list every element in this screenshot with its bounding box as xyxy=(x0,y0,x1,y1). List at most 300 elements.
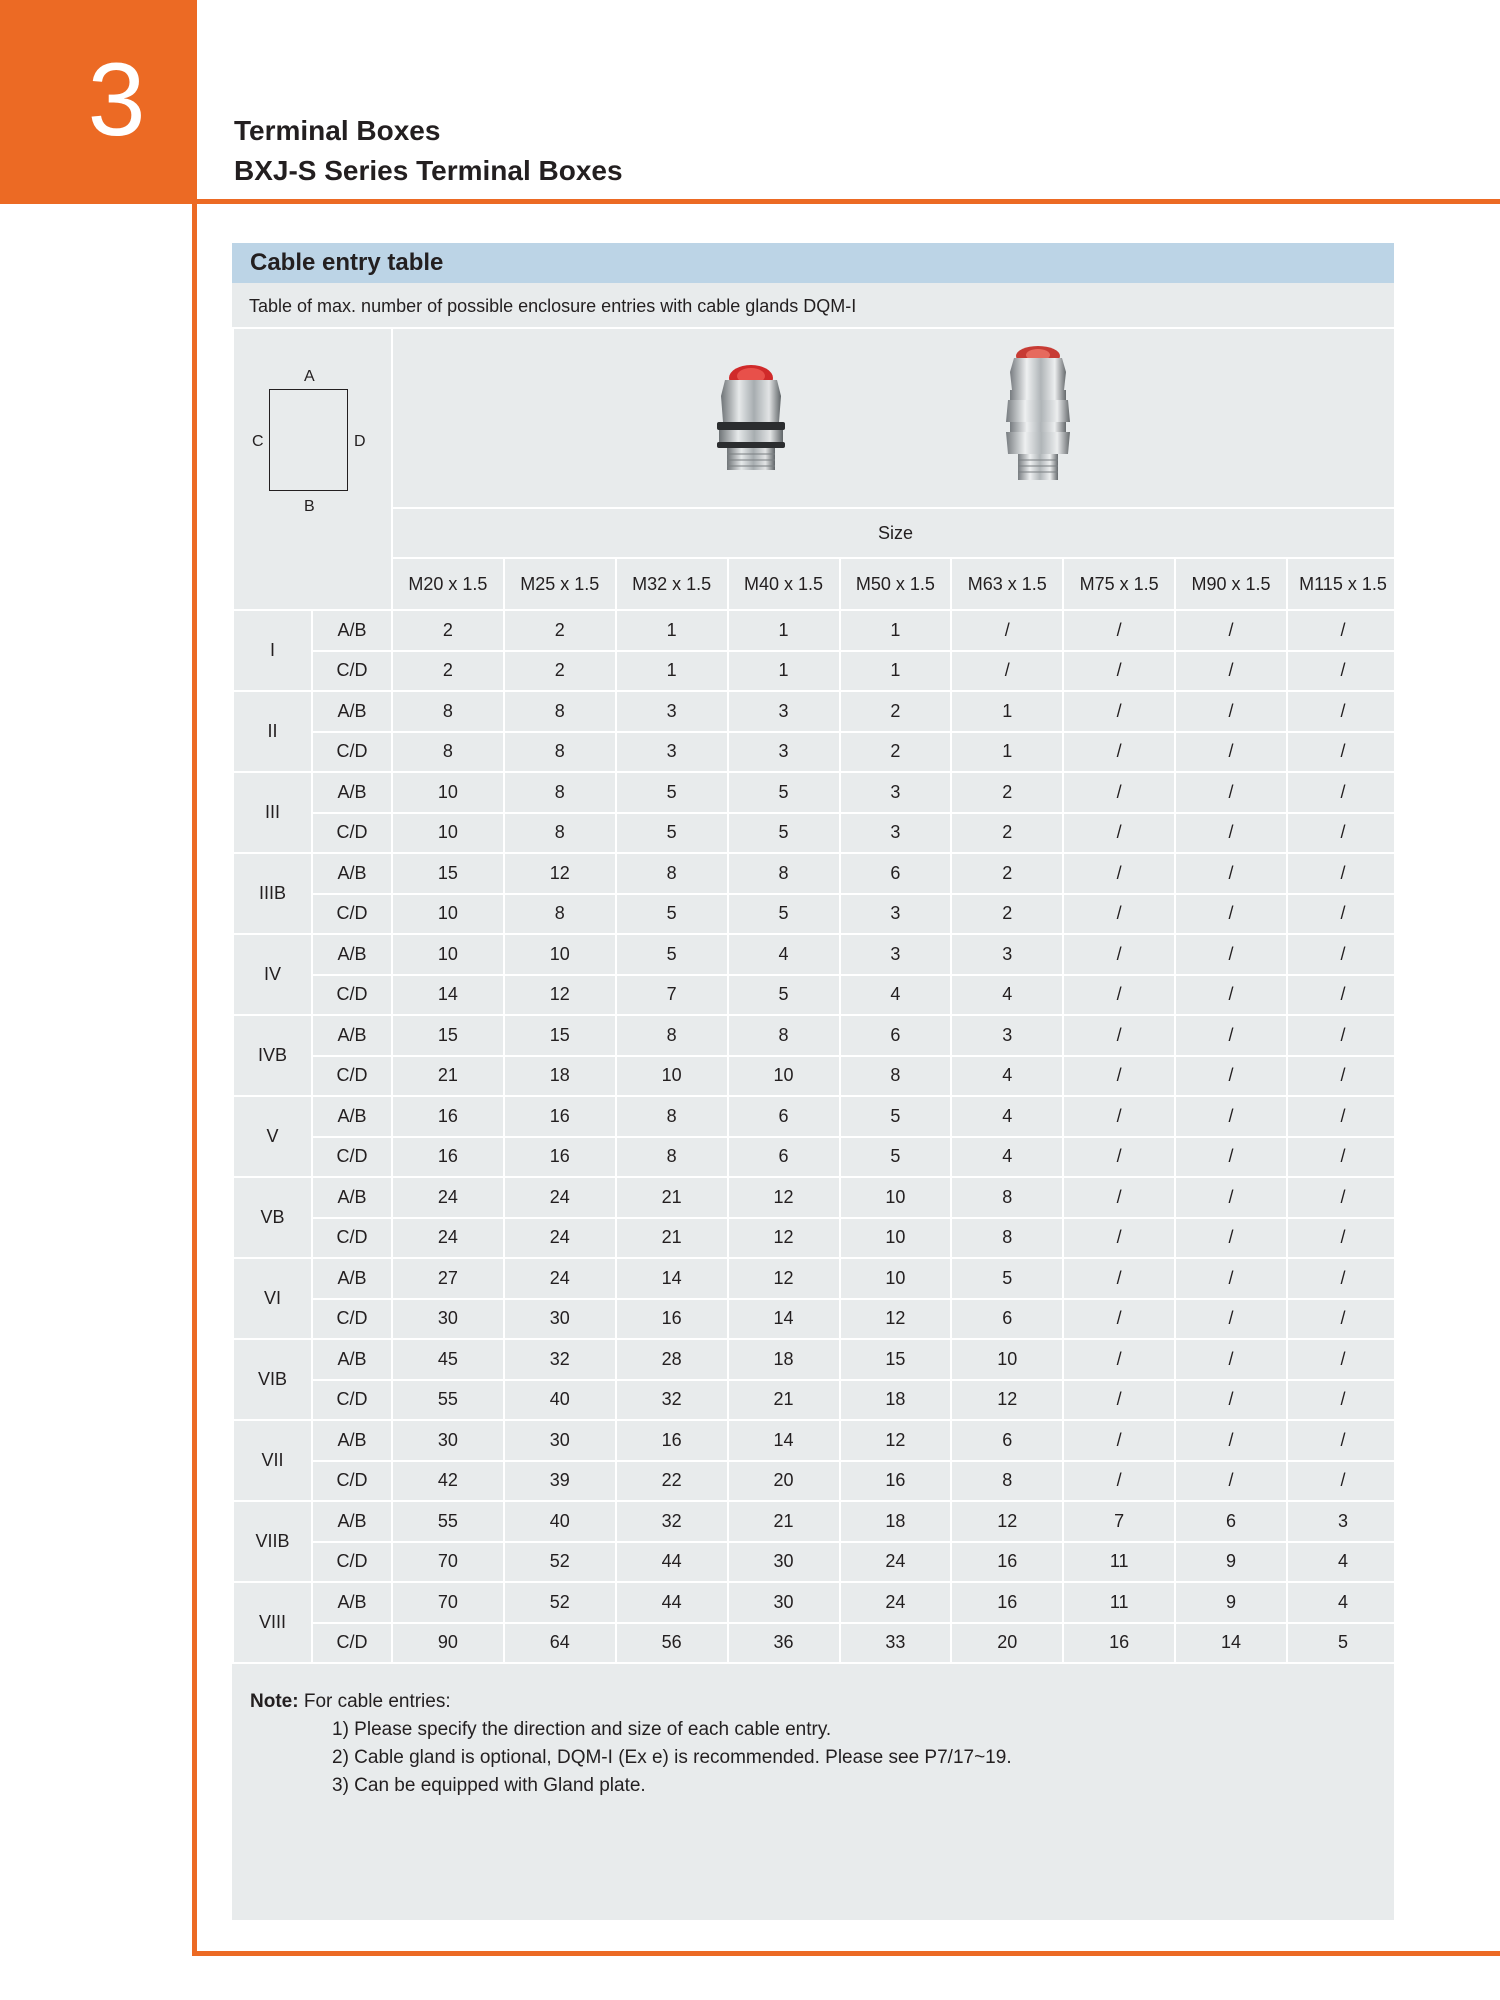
entry-count-cell: 16 xyxy=(392,1137,504,1178)
entry-count-cell: 4 xyxy=(728,934,840,975)
column-header: M115 x 1.5 xyxy=(1287,558,1399,610)
entry-count-cell: / xyxy=(1287,691,1399,732)
cable-gland-armored-icon xyxy=(998,344,1078,490)
enclosure-size-label: VII xyxy=(233,1420,312,1501)
page-subtitle: BXJ-S Series Terminal Boxes xyxy=(234,155,623,186)
entry-count-cell: 21 xyxy=(616,1177,728,1218)
entry-count-cell: 12 xyxy=(728,1177,840,1218)
entry-count-cell: / xyxy=(1175,1380,1287,1421)
entry-side-label: A/B xyxy=(312,772,392,813)
entry-count-cell: 2 xyxy=(951,853,1063,894)
entry-count-cell: 14 xyxy=(1175,1623,1287,1664)
entry-count-cell: / xyxy=(1063,1137,1175,1178)
entry-side-label: C/D xyxy=(312,1461,392,1502)
entry-count-cell: 10 xyxy=(951,1339,1063,1380)
entry-count-cell: / xyxy=(951,610,1063,651)
entry-count-cell: 22 xyxy=(616,1461,728,1502)
entry-count-cell: 1 xyxy=(951,732,1063,773)
entry-count-cell: 6 xyxy=(840,1015,952,1056)
entry-count-cell: 5 xyxy=(616,934,728,975)
entry-count-cell: 2 xyxy=(392,610,504,651)
entry-count-cell: 8 xyxy=(616,853,728,894)
cable-gland-images-cell xyxy=(392,328,1399,508)
table-row xyxy=(233,1501,1399,1542)
entry-count-cell: 8 xyxy=(840,1056,952,1097)
entry-count-cell: 28 xyxy=(616,1339,728,1380)
entry-count-cell: / xyxy=(1175,691,1287,732)
entry-count-cell: 8 xyxy=(728,1015,840,1056)
entry-count-cell: 8 xyxy=(616,1096,728,1137)
entry-side-label: C/D xyxy=(312,894,392,935)
entry-count-cell: 2 xyxy=(504,610,616,651)
entry-count-cell: 16 xyxy=(951,1582,1063,1623)
table-row xyxy=(233,610,1399,651)
entry-count-cell: 18 xyxy=(840,1380,952,1421)
entry-count-cell: / xyxy=(1287,1420,1399,1461)
entry-count-cell: 12 xyxy=(728,1258,840,1299)
entry-count-cell: 10 xyxy=(728,1056,840,1097)
entry-count-cell: 3 xyxy=(728,732,840,773)
entry-count-cell: 3 xyxy=(951,1015,1063,1056)
entry-count-cell: 45 xyxy=(392,1339,504,1380)
entry-count-cell: 5 xyxy=(616,772,728,813)
entry-count-cell: 3 xyxy=(840,772,952,813)
entry-count-cell: 44 xyxy=(616,1582,728,1623)
entry-count-cell: 14 xyxy=(616,1258,728,1299)
entry-count-cell: / xyxy=(1175,894,1287,935)
column-header: M25 x 1.5 xyxy=(504,558,616,610)
entry-side-label: C/D xyxy=(312,1218,392,1259)
entry-count-cell: / xyxy=(1063,1380,1175,1421)
enclosure-size-label: III xyxy=(233,772,312,853)
entry-count-cell: 8 xyxy=(392,732,504,773)
entry-count-cell: 5 xyxy=(728,894,840,935)
entry-count-cell: 7 xyxy=(616,975,728,1016)
entry-count-cell: / xyxy=(1175,1015,1287,1056)
table-body xyxy=(233,610,1399,1663)
entry-count-cell: 33 xyxy=(840,1623,952,1664)
enclosure-diagram xyxy=(234,329,391,609)
entry-count-cell: 8 xyxy=(951,1461,1063,1502)
entry-count-cell: 90 xyxy=(392,1623,504,1664)
entry-count-cell: 16 xyxy=(504,1137,616,1178)
panel-title: Cable entry table xyxy=(250,249,444,276)
entry-count-cell: 52 xyxy=(504,1542,616,1583)
entry-side-label: C/D xyxy=(312,813,392,854)
notes-label: Note: xyxy=(250,1691,299,1712)
entry-side-label: C/D xyxy=(312,1623,392,1664)
entry-count-cell: 3 xyxy=(840,894,952,935)
entry-count-cell: / xyxy=(1063,732,1175,773)
header-rule xyxy=(197,199,1500,204)
note-item: 1) Please specify the direction and size of each cable entry. xyxy=(332,1719,832,1740)
entry-side-label: C/D xyxy=(312,975,392,1016)
table-row xyxy=(233,772,1399,813)
entry-count-cell: / xyxy=(1287,1218,1399,1259)
entry-count-cell: 4 xyxy=(951,1137,1063,1178)
entry-count-cell: / xyxy=(1175,1299,1287,1340)
entry-count-cell: 6 xyxy=(951,1299,1063,1340)
notes-intro: For cable entries: xyxy=(298,1691,451,1712)
column-header: M40 x 1.5 xyxy=(728,558,840,610)
entry-count-cell: / xyxy=(1175,772,1287,813)
table-row xyxy=(233,1218,1399,1259)
entry-count-cell: 16 xyxy=(504,1096,616,1137)
entry-count-cell: 10 xyxy=(392,934,504,975)
entry-count-cell: 32 xyxy=(616,1380,728,1421)
entry-count-cell: / xyxy=(1175,651,1287,692)
entry-count-cell: 10 xyxy=(504,934,616,975)
table-row xyxy=(233,732,1399,773)
table-row xyxy=(233,1015,1399,1056)
entry-count-cell: 8 xyxy=(616,1137,728,1178)
entry-count-cell: / xyxy=(1175,1096,1287,1137)
entry-count-cell: 30 xyxy=(504,1299,616,1340)
entry-count-cell: 2 xyxy=(504,651,616,692)
entry-count-cell: / xyxy=(1287,651,1399,692)
entry-count-cell: 8 xyxy=(504,813,616,854)
entry-count-cell: 5 xyxy=(840,1137,952,1178)
frame-bottom-rule xyxy=(192,1951,1500,1956)
entry-count-cell: 8 xyxy=(504,732,616,773)
entry-count-cell: / xyxy=(1175,1177,1287,1218)
entry-count-cell: 4 xyxy=(951,1096,1063,1137)
entry-count-cell: 8 xyxy=(392,691,504,732)
entry-count-cell: 12 xyxy=(951,1380,1063,1421)
column-header: M32 x 1.5 xyxy=(616,558,728,610)
enclosure-size-label: V xyxy=(233,1096,312,1177)
cable-gland-red-cap-icon xyxy=(711,362,791,482)
diagram-label-d: D xyxy=(354,433,366,450)
entry-count-cell: 24 xyxy=(504,1177,616,1218)
entry-side-label: A/B xyxy=(312,853,392,894)
entry-count-cell: 2 xyxy=(951,772,1063,813)
column-header: M20 x 1.5 xyxy=(392,558,504,610)
entry-count-cell: 11 xyxy=(1063,1542,1175,1583)
entry-count-cell: 5 xyxy=(728,813,840,854)
entry-count-cell: 3 xyxy=(840,934,952,975)
entry-count-cell: 3 xyxy=(1287,1501,1399,1542)
entry-count-cell: 30 xyxy=(728,1582,840,1623)
column-header: M50 x 1.5 xyxy=(840,558,952,610)
entry-side-label: C/D xyxy=(312,1542,392,1583)
entry-count-cell: 30 xyxy=(728,1542,840,1583)
entry-count-cell: 56 xyxy=(616,1623,728,1664)
entry-count-cell: 7 xyxy=(1063,1501,1175,1542)
entry-count-cell: / xyxy=(1175,1420,1287,1461)
entry-count-cell: 30 xyxy=(392,1420,504,1461)
entry-count-cell: 4 xyxy=(1287,1542,1399,1583)
entry-count-cell: 24 xyxy=(504,1218,616,1259)
entry-count-cell: / xyxy=(1175,813,1287,854)
entry-count-cell: / xyxy=(1063,934,1175,975)
entry-count-cell: 16 xyxy=(951,1542,1063,1583)
entry-count-cell: 6 xyxy=(951,1420,1063,1461)
entry-count-cell: 55 xyxy=(392,1501,504,1542)
entry-count-cell: / xyxy=(1287,1177,1399,1218)
entry-count-cell: 10 xyxy=(840,1258,952,1299)
entry-count-cell: / xyxy=(1063,1339,1175,1380)
table-row xyxy=(233,975,1399,1016)
enclosure-size-label: II xyxy=(233,691,312,772)
entry-count-cell: / xyxy=(1063,691,1175,732)
entry-count-cell: 14 xyxy=(392,975,504,1016)
page-title: Terminal Boxes xyxy=(234,115,441,146)
entry-count-cell: 8 xyxy=(951,1177,1063,1218)
entry-count-cell: 12 xyxy=(951,1501,1063,1542)
entry-side-label: A/B xyxy=(312,1015,392,1056)
entry-count-cell: 15 xyxy=(392,1015,504,1056)
entry-side-label: A/B xyxy=(312,691,392,732)
entry-count-cell: 4 xyxy=(840,975,952,1016)
table-row xyxy=(233,853,1399,894)
entry-count-cell: / xyxy=(1063,975,1175,1016)
entry-count-cell: / xyxy=(1063,1096,1175,1137)
entry-side-label: C/D xyxy=(312,1137,392,1178)
entry-count-cell: 5 xyxy=(616,813,728,854)
size-header: Size xyxy=(392,508,1399,558)
entry-count-cell: / xyxy=(1063,1218,1175,1259)
entry-count-cell: 24 xyxy=(840,1582,952,1623)
entry-count-cell: 12 xyxy=(728,1218,840,1259)
entry-count-cell: 40 xyxy=(504,1380,616,1421)
entry-count-cell: 16 xyxy=(392,1096,504,1137)
entry-count-cell: / xyxy=(1175,853,1287,894)
entry-count-cell: 10 xyxy=(840,1218,952,1259)
entry-side-label: C/D xyxy=(312,732,392,773)
entry-count-cell: / xyxy=(1287,1380,1399,1421)
entry-count-cell: 27 xyxy=(392,1258,504,1299)
entry-count-cell: 10 xyxy=(392,772,504,813)
entry-count-cell: / xyxy=(1063,1299,1175,1340)
entry-count-cell: / xyxy=(1287,1258,1399,1299)
entry-count-cell: 64 xyxy=(504,1623,616,1664)
entry-count-cell: / xyxy=(1287,772,1399,813)
entry-count-cell: 24 xyxy=(504,1258,616,1299)
table-row xyxy=(233,1258,1399,1299)
diagram-label-a: A xyxy=(304,368,315,385)
entry-count-cell: / xyxy=(1175,732,1287,773)
entry-count-cell: 15 xyxy=(392,853,504,894)
table-row xyxy=(233,813,1399,854)
entry-count-cell: / xyxy=(1287,1137,1399,1178)
entry-count-cell: 2 xyxy=(951,894,1063,935)
entry-count-cell: / xyxy=(1287,1015,1399,1056)
entry-count-cell: 2 xyxy=(392,651,504,692)
enclosure-size-label: VIII xyxy=(233,1582,312,1663)
entry-count-cell: / xyxy=(1287,1461,1399,1502)
entry-count-cell: 52 xyxy=(504,1582,616,1623)
table-row xyxy=(233,1461,1399,1502)
entry-count-cell: 2 xyxy=(840,732,952,773)
entry-count-cell: 16 xyxy=(840,1461,952,1502)
entry-count-cell: 6 xyxy=(1175,1501,1287,1542)
entry-count-cell: 1 xyxy=(616,651,728,692)
entry-count-cell: 4 xyxy=(951,1056,1063,1097)
entry-count-cell: 55 xyxy=(392,1380,504,1421)
entry-count-cell: 40 xyxy=(504,1501,616,1542)
entry-side-label: C/D xyxy=(312,1056,392,1097)
entry-count-cell: 20 xyxy=(951,1623,1063,1664)
table-row xyxy=(233,1420,1399,1461)
entry-count-cell: 8 xyxy=(504,772,616,813)
entry-count-cell: 21 xyxy=(616,1218,728,1259)
notes-heading xyxy=(250,1688,1012,1716)
enclosure-outline xyxy=(269,389,348,491)
diagram-label-c: C xyxy=(252,433,264,450)
entry-count-cell: 5 xyxy=(728,772,840,813)
entry-count-cell: / xyxy=(1063,610,1175,651)
entry-count-cell: / xyxy=(1287,1056,1399,1097)
entry-count-cell: 6 xyxy=(728,1137,840,1178)
entry-count-cell: / xyxy=(1287,1096,1399,1137)
table-row xyxy=(233,1542,1399,1583)
entry-count-cell: / xyxy=(1063,772,1175,813)
column-header: M63 x 1.5 xyxy=(951,558,1063,610)
chapter-number: 3 xyxy=(87,42,146,158)
entry-count-cell: 14 xyxy=(728,1420,840,1461)
entry-count-cell: 11 xyxy=(1063,1582,1175,1623)
entry-count-cell: 10 xyxy=(392,894,504,935)
entry-count-cell: 3 xyxy=(951,934,1063,975)
table-row xyxy=(233,934,1399,975)
entry-count-cell: 3 xyxy=(840,813,952,854)
entry-count-cell: / xyxy=(1175,1339,1287,1380)
enclosure-diagram-cell xyxy=(233,328,392,610)
entry-side-label: A/B xyxy=(312,1339,392,1380)
entry-count-cell: / xyxy=(1063,1461,1175,1502)
entry-count-cell: 12 xyxy=(840,1299,952,1340)
enclosure-size-label: VB xyxy=(233,1177,312,1258)
entry-count-cell: 12 xyxy=(840,1420,952,1461)
entry-count-cell: 16 xyxy=(1063,1623,1175,1664)
entry-count-cell: 6 xyxy=(840,853,952,894)
entry-count-cell: 20 xyxy=(728,1461,840,1502)
entry-count-cell: 4 xyxy=(951,975,1063,1016)
panel-description: Table of max. number of possible enclosure entries with cable glands DQM-I xyxy=(249,296,857,316)
entry-count-cell: 1 xyxy=(840,651,952,692)
table-row xyxy=(233,1623,1399,1664)
entry-side-label: A/B xyxy=(312,610,392,651)
entry-count-cell: 32 xyxy=(616,1501,728,1542)
entry-count-cell: / xyxy=(1175,1056,1287,1097)
entry-count-cell: 44 xyxy=(616,1542,728,1583)
entry-count-cell: 18 xyxy=(504,1056,616,1097)
entry-count-cell: / xyxy=(1287,1299,1399,1340)
entry-count-cell: 2 xyxy=(951,813,1063,854)
entry-count-cell: / xyxy=(1063,1056,1175,1097)
entry-count-cell: 18 xyxy=(840,1501,952,1542)
table-row xyxy=(233,1299,1399,1340)
entry-count-cell: / xyxy=(1063,1177,1175,1218)
entry-count-cell: 5 xyxy=(840,1096,952,1137)
table-row xyxy=(233,1137,1399,1178)
entry-side-label: C/D xyxy=(312,651,392,692)
entry-count-cell: 32 xyxy=(504,1339,616,1380)
entry-side-label: C/D xyxy=(312,1299,392,1340)
entry-count-cell: / xyxy=(951,651,1063,692)
entry-count-cell: 21 xyxy=(392,1056,504,1097)
entry-side-label: A/B xyxy=(312,1177,392,1218)
table-row xyxy=(233,1177,1399,1218)
table-row xyxy=(233,651,1399,692)
enclosure-size-label: VIIB xyxy=(233,1501,312,1582)
entry-count-cell: 14 xyxy=(728,1299,840,1340)
entry-count-cell: / xyxy=(1175,1461,1287,1502)
diagram-label-b: B xyxy=(304,498,315,515)
entry-count-cell: 9 xyxy=(1175,1582,1287,1623)
entry-count-cell: / xyxy=(1287,813,1399,854)
entry-count-cell: 4 xyxy=(1287,1582,1399,1623)
table-row xyxy=(233,1339,1399,1380)
column-header: M75 x 1.5 xyxy=(1063,558,1175,610)
entry-count-cell: 24 xyxy=(392,1218,504,1259)
enclosure-size-label: I xyxy=(233,610,312,691)
entry-count-cell: / xyxy=(1287,853,1399,894)
entry-side-label: C/D xyxy=(312,1380,392,1421)
entry-count-cell: 1 xyxy=(840,610,952,651)
entry-count-cell: / xyxy=(1063,853,1175,894)
entry-count-cell: / xyxy=(1287,732,1399,773)
entry-count-cell: / xyxy=(1287,975,1399,1016)
entry-count-cell: 6 xyxy=(728,1096,840,1137)
entry-count-cell: 8 xyxy=(728,853,840,894)
entry-count-cell: 15 xyxy=(840,1339,952,1380)
entry-count-cell: 30 xyxy=(392,1299,504,1340)
table-row xyxy=(233,1582,1399,1623)
entry-count-cell: 5 xyxy=(728,975,840,1016)
entry-count-cell: / xyxy=(1063,1420,1175,1461)
entry-count-cell: 30 xyxy=(504,1420,616,1461)
notes xyxy=(250,1688,1012,1800)
entry-count-cell: 24 xyxy=(392,1177,504,1218)
table-row xyxy=(233,894,1399,935)
enclosure-size-label: VI xyxy=(233,1258,312,1339)
entry-count-cell: 1 xyxy=(728,610,840,651)
entry-count-cell: / xyxy=(1175,1218,1287,1259)
entry-count-cell: 39 xyxy=(504,1461,616,1502)
enclosure-size-label: IV xyxy=(233,934,312,1015)
entry-count-cell: 1 xyxy=(728,651,840,692)
entry-count-cell: 5 xyxy=(1287,1623,1399,1664)
entry-count-cell: 10 xyxy=(840,1177,952,1218)
entry-count-cell: 16 xyxy=(616,1299,728,1340)
frame-left-rule xyxy=(192,199,197,1956)
entry-count-cell: 36 xyxy=(728,1623,840,1664)
entry-count-cell: / xyxy=(1287,934,1399,975)
note-item: 3) Can be equipped with Gland plate. xyxy=(332,1775,646,1796)
table-row xyxy=(233,1056,1399,1097)
entry-count-cell: 5 xyxy=(951,1258,1063,1299)
table-row xyxy=(233,691,1399,732)
entry-count-cell: 3 xyxy=(616,691,728,732)
panel-header xyxy=(232,243,1394,283)
entry-count-cell: 10 xyxy=(392,813,504,854)
cable-entry-table xyxy=(232,327,1400,1664)
entry-side-label: A/B xyxy=(312,934,392,975)
entry-count-cell: 8 xyxy=(504,691,616,732)
entry-count-cell: 1 xyxy=(951,691,1063,732)
entry-count-cell: / xyxy=(1175,610,1287,651)
entry-count-cell: 15 xyxy=(504,1015,616,1056)
entry-count-cell: / xyxy=(1063,813,1175,854)
entry-count-cell: 2 xyxy=(840,691,952,732)
entry-count-cell: 12 xyxy=(504,975,616,1016)
enclosure-size-label: IVB xyxy=(233,1015,312,1096)
entry-count-cell: 70 xyxy=(392,1542,504,1583)
entry-side-label: A/B xyxy=(312,1420,392,1461)
cable-entry-panel xyxy=(232,243,1394,1920)
